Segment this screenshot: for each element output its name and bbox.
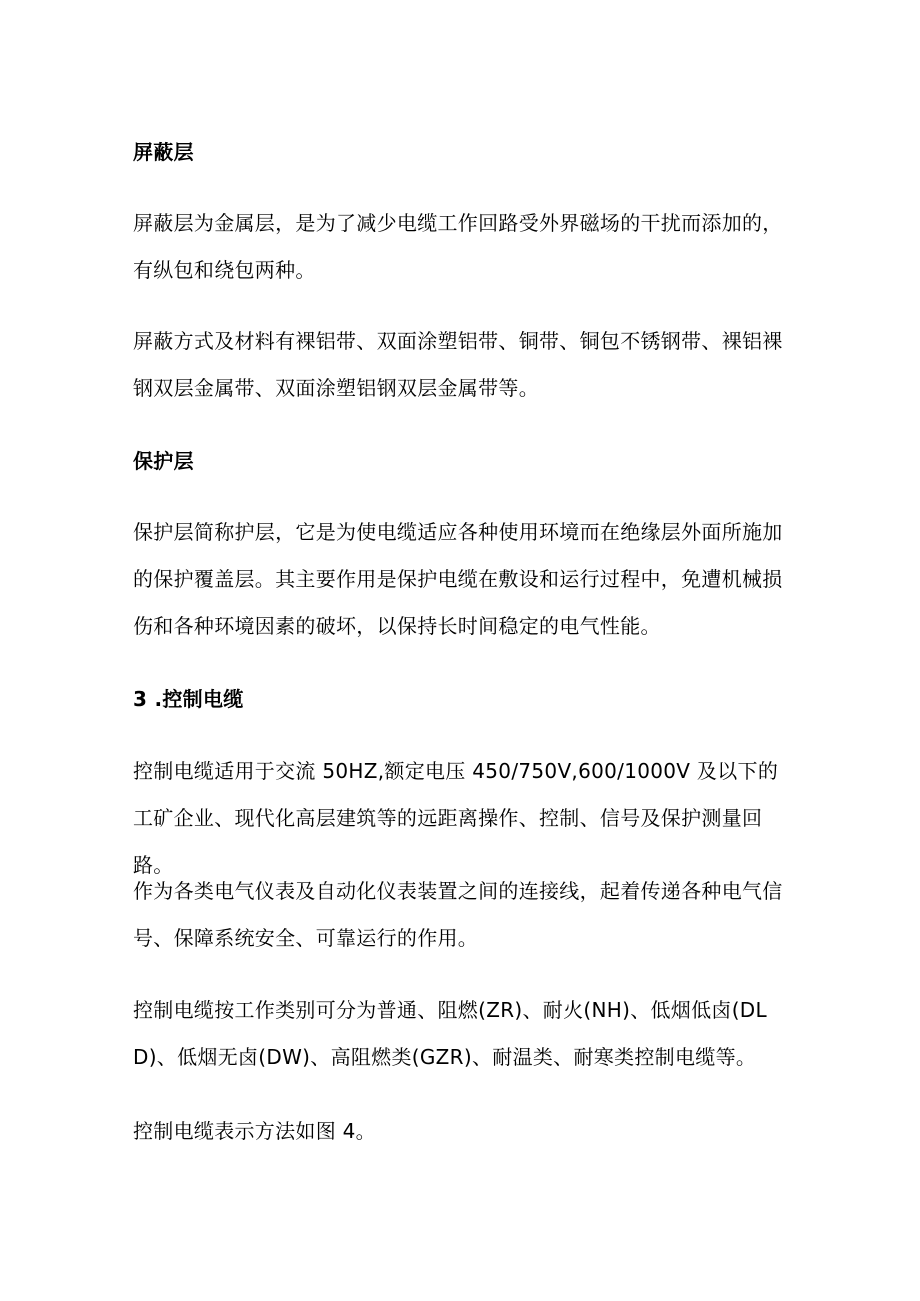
paragraph-protective-description: 保护层简称护层，它是为使电缆适应各种使用环境而在绝缘层外面所施加的保护覆盖层。其主要作用是保护电缆在敷设和运行过程中，免遭机械损伤和各种环境因素的破坏，以保持长时间稳定的电气性能。	[133, 520, 783, 638]
paragraph-control-cable-usage: 控制电缆适用于交流 50HZ,额定电压 450/750V,600/1000V 及以下的工矿企业、现代化高层建筑等的远距离操作、控制、信号及保护测量回路。	[133, 759, 779, 877]
paragraph-control-cable-notation: 控制电缆表示方法如图 4。	[133, 1119, 376, 1143]
heading-control-cable: 3 .控制电缆	[133, 687, 244, 711]
heading-protective-layer: 保护层	[133, 449, 194, 473]
paragraph-control-cable-function: 作为各类电气仪表及自动化仪表装置之间的连接线，起着传递各种电气信号、保障系统安全、可靠运行的作用。	[133, 879, 783, 950]
paragraph-shielding-description: 屏蔽层为金属层，是为了减少电缆工作回路受外界磁场的干扰而添加的，有纵包和绕包两种。	[133, 211, 783, 282]
paragraph-control-cable-types: 控制电缆按工作类别可分为普通、阻燃(ZR)、耐火(NH)、低烟低卤(DLD)、低烟无卤(DW)、高阻燃类(GZR)、耐温类、耐寒类控制电缆等。	[133, 998, 767, 1069]
heading-shielding-layer: 屏蔽层	[133, 140, 194, 164]
paragraph-shielding-materials: 屏蔽方式及材料有裸铝带、双面涂塑铝带、铜带、铜包不锈钢带、裸铝裸钢双层金属带、双面涂塑铝钢双层金属带等。	[133, 329, 783, 400]
